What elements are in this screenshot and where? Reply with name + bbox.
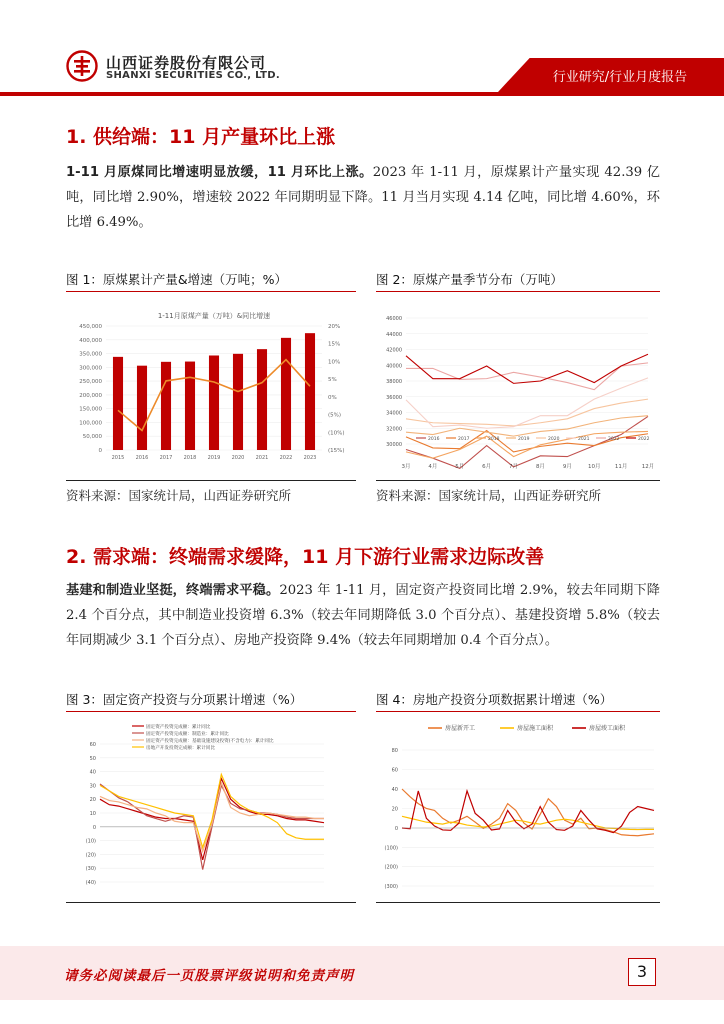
fig1-bar [281,338,291,450]
fig1-y2-tick: 20% [328,324,341,330]
fig1-y2-tick: 10% [328,359,341,366]
fig1-y-tick: 200,000 [79,392,102,399]
fig1-y2-tick: 15% [328,341,341,348]
fig4-top-rule [376,711,660,712]
fig4-y-tick: (200) [384,864,398,871]
fig4-y-tick: (300) [384,884,398,890]
fig1-y-tick: 400,000 [79,337,102,344]
fig3-y-tick: (20) [85,852,96,859]
fig4-y-tick: 40 [391,787,398,793]
fig1-title: 1-11月原煤产量（万吨）&同比增速 [157,312,271,320]
fig1-source: 资料来源：国家统计局，山西证券研究所 [66,488,292,503]
section2-body: 2023 年 1-11 月，固定资产投资同比增 2.9%，较去年同期下降 2.4 个百分点，其中制造业投资增 6.3%（较去年同期降低 3.0 个百分点）、基建投资增 5.8%（较去年同期减少 3.1 个百分点）、房地产投资降 9.4%（较去年同期增加 0.4 个百分点）。 [66,583,660,648]
fig2-legend-label: 2019 [518,437,530,442]
fig1-bar [137,366,147,450]
fig3-caption: 图 3：固定资产投资与分项累计增速（%） [66,692,303,707]
fig2-series-2018 [406,431,648,458]
fig1-x-tick: 2016 [135,455,149,461]
fig3-y-tick: 50 [89,755,96,762]
report-type-label: 行业研究/行业月度报告 [552,70,688,85]
fig1-bar [257,349,267,450]
fig4-y-tick: 20 [391,806,398,813]
fig3-y-tick: (30) [85,866,96,873]
fig1-y2-tick: 0% [328,394,337,401]
fig3-top-rule [66,711,356,712]
fig3-legend-label: 房地产开发投资完成额：累计同比 [146,746,215,751]
fig4-series-房屋竣工面积 [402,791,654,833]
fig2-chart [376,296,660,476]
fig1-top-rule [66,291,356,292]
fig1-bar [209,355,219,450]
section1-paragraph [66,160,660,235]
fig3-y-tick: 40 [89,769,96,776]
fig2-caption: 图 2：原煤产量季节分布（万吨） [376,272,563,287]
fig2-y-tick: 38000 [386,379,402,385]
footer-disclaimer: 请务必阅读最后一页股票评级说明和免责声明 [64,968,354,984]
fig1-y2-tick: (5%) [328,412,342,419]
fig2-x-tick: 11月 [614,464,628,470]
page-number: 3 [628,958,656,986]
company-name-cn: 山西证券股份有限公司 [106,54,267,72]
fig2-legend-label: 2021 [578,437,590,442]
fig2-legend-label: 2020 [548,437,560,442]
fig4-y-tick: (100) [384,845,398,852]
section1-body: 2023 年 1-11 月，原煤累计产量实现 42.39 亿吨，同比增 2.90%，增速较 2022 年同期明显下降。11 月当月实现 4.14 亿吨，同比增 4.60%，环比增 6.49%。 [66,165,660,230]
fig2-bottom-rule [376,480,660,481]
fig4-y-tick: 0 [394,826,398,832]
section2-paragraph [66,578,660,653]
fig3-y-tick: 0 [92,824,96,831]
fig1-bar [185,362,195,450]
fig2-x-tick: 5月 [455,464,465,470]
fig1-x-tick: 2015 [111,455,125,461]
fig2-y-tick: 32000 [386,426,402,433]
fig2-legend-label: 2022 [638,437,650,442]
fig3-y-tick: 10 [89,811,96,817]
fig4-legend-label: 房屋竣工面积 [589,725,626,732]
fig1-chart [66,296,356,476]
fig1-bar [161,362,171,450]
fig3-y-tick: 30 [89,783,96,790]
company-logo [66,50,98,82]
fig4-y-tick: 60 [391,767,398,774]
fig2-y-tick: 34000 [386,410,402,417]
fig2-y-tick: 36000 [386,394,402,401]
fig2-x-tick: 6月 [482,464,492,470]
fig2-series-2022b [406,354,648,383]
fig2-top-rule [376,291,660,292]
fig4-legend-label: 房屋新开工 [445,725,476,732]
fig3-chart [66,716,356,900]
section1-heading: 1. 供给端：11 月产量环比上涨 [66,126,336,148]
fig1-x-tick: 2018 [183,455,197,461]
fig2-y-tick: 40000 [386,363,402,370]
fig4-y-tick: 80 [391,748,398,754]
fig2-x-tick: 4月 [428,464,438,470]
fig2-x-tick: 7月 [509,464,519,470]
fig2-series-2022 [406,363,648,390]
fig1-x-tick: 2023 [303,455,317,461]
fig2-x-tick: 9月 [562,464,572,470]
fig4-caption: 图 4：房地产投资分项数据累计增速（%） [376,692,613,707]
fig2-x-tick: 12月 [641,464,655,470]
fig1-caption: 图 1：原煤累计产量&增速（万吨；%） [66,272,288,287]
fig1-y2-tick: (15%) [328,448,345,454]
fig1-y2-tick: 5% [328,377,337,384]
fig2-x-tick: 8月 [535,464,545,470]
fig1-bar [305,333,315,450]
fig1-x-tick: 2021 [255,455,269,461]
fig2-legend-label: 2022 [608,437,620,442]
fig2-legend-label: 2016 [428,437,440,442]
fig1-x-tick: 2017 [159,455,173,461]
fig2-x-tick: 10月 [587,464,601,470]
fig2-y-tick: 44000 [386,331,402,338]
fig3-y-tick: (10) [85,838,96,845]
section1-lead: 1-11 月原煤同比增速明显放缓，11 月环比上涨。 [66,165,373,180]
fig1-y-tick: 100,000 [79,420,102,427]
fig1-y-tick: 350,000 [79,351,102,358]
fig1-bar [233,354,243,450]
fig1-x-tick: 2022 [279,455,293,461]
fig2-y-tick: 42000 [386,347,402,354]
fig4-legend-label: 房屋施工面积 [517,725,554,732]
fig1-y-tick: 250,000 [79,379,102,386]
fig2-x-tick: 3月 [401,464,411,470]
fig2-legend-label: 2017 [458,437,470,442]
fig3-bottom-rule [66,902,356,903]
fig2-y-tick: 30000 [386,442,402,448]
fig4-chart [376,716,660,900]
fig1-y-tick: 300,000 [79,365,102,372]
fig3-y-tick: (40) [85,880,96,886]
section2-lead: 基建和制造业坚挺，终端需求平稳。 [66,583,280,598]
fig3-y-tick: 20 [89,797,96,804]
fig2-source: 资料来源：国家统计局，山西证券研究所 [376,488,602,503]
fig1-bottom-rule [66,480,356,481]
fig1-y-tick: 0 [98,448,102,454]
fig1-x-tick: 2020 [231,455,245,461]
company-name-en: SHANXI SECURITIES CO., LTD. [106,70,280,81]
fig3-legend-label: 固定资产投资完成额：累计同比 [146,725,211,730]
fig1-y-tick: 450,000 [79,324,102,330]
section2-heading: 2. 需求端：终端需求缓降，11 月下游行业需求边际改善 [66,546,545,568]
fig3-legend-label: 固定资产投资完成额：制造业：累计同比 [146,732,229,737]
fig1-bar [113,357,123,450]
fig1-x-tick: 2019 [207,455,221,461]
fig2-series-2021 [406,378,648,428]
fig1-y-tick: 50,000 [82,434,102,441]
fig3-legend-label: 固定资产投资完成额：基础设施建设投资(不含电力)：累计同比 [146,739,274,744]
fig2-y-tick: 46000 [386,316,402,322]
fig4-bottom-rule [376,902,660,903]
fig2-legend-label: 2018 [488,437,500,442]
header-rule [0,92,724,96]
fig1-y-tick: 150,000 [79,406,102,413]
fig1-y2-tick: (10%) [328,430,345,437]
fig3-y-tick: 60 [89,742,96,748]
fig4-series-房屋施工面积 [402,816,654,829]
